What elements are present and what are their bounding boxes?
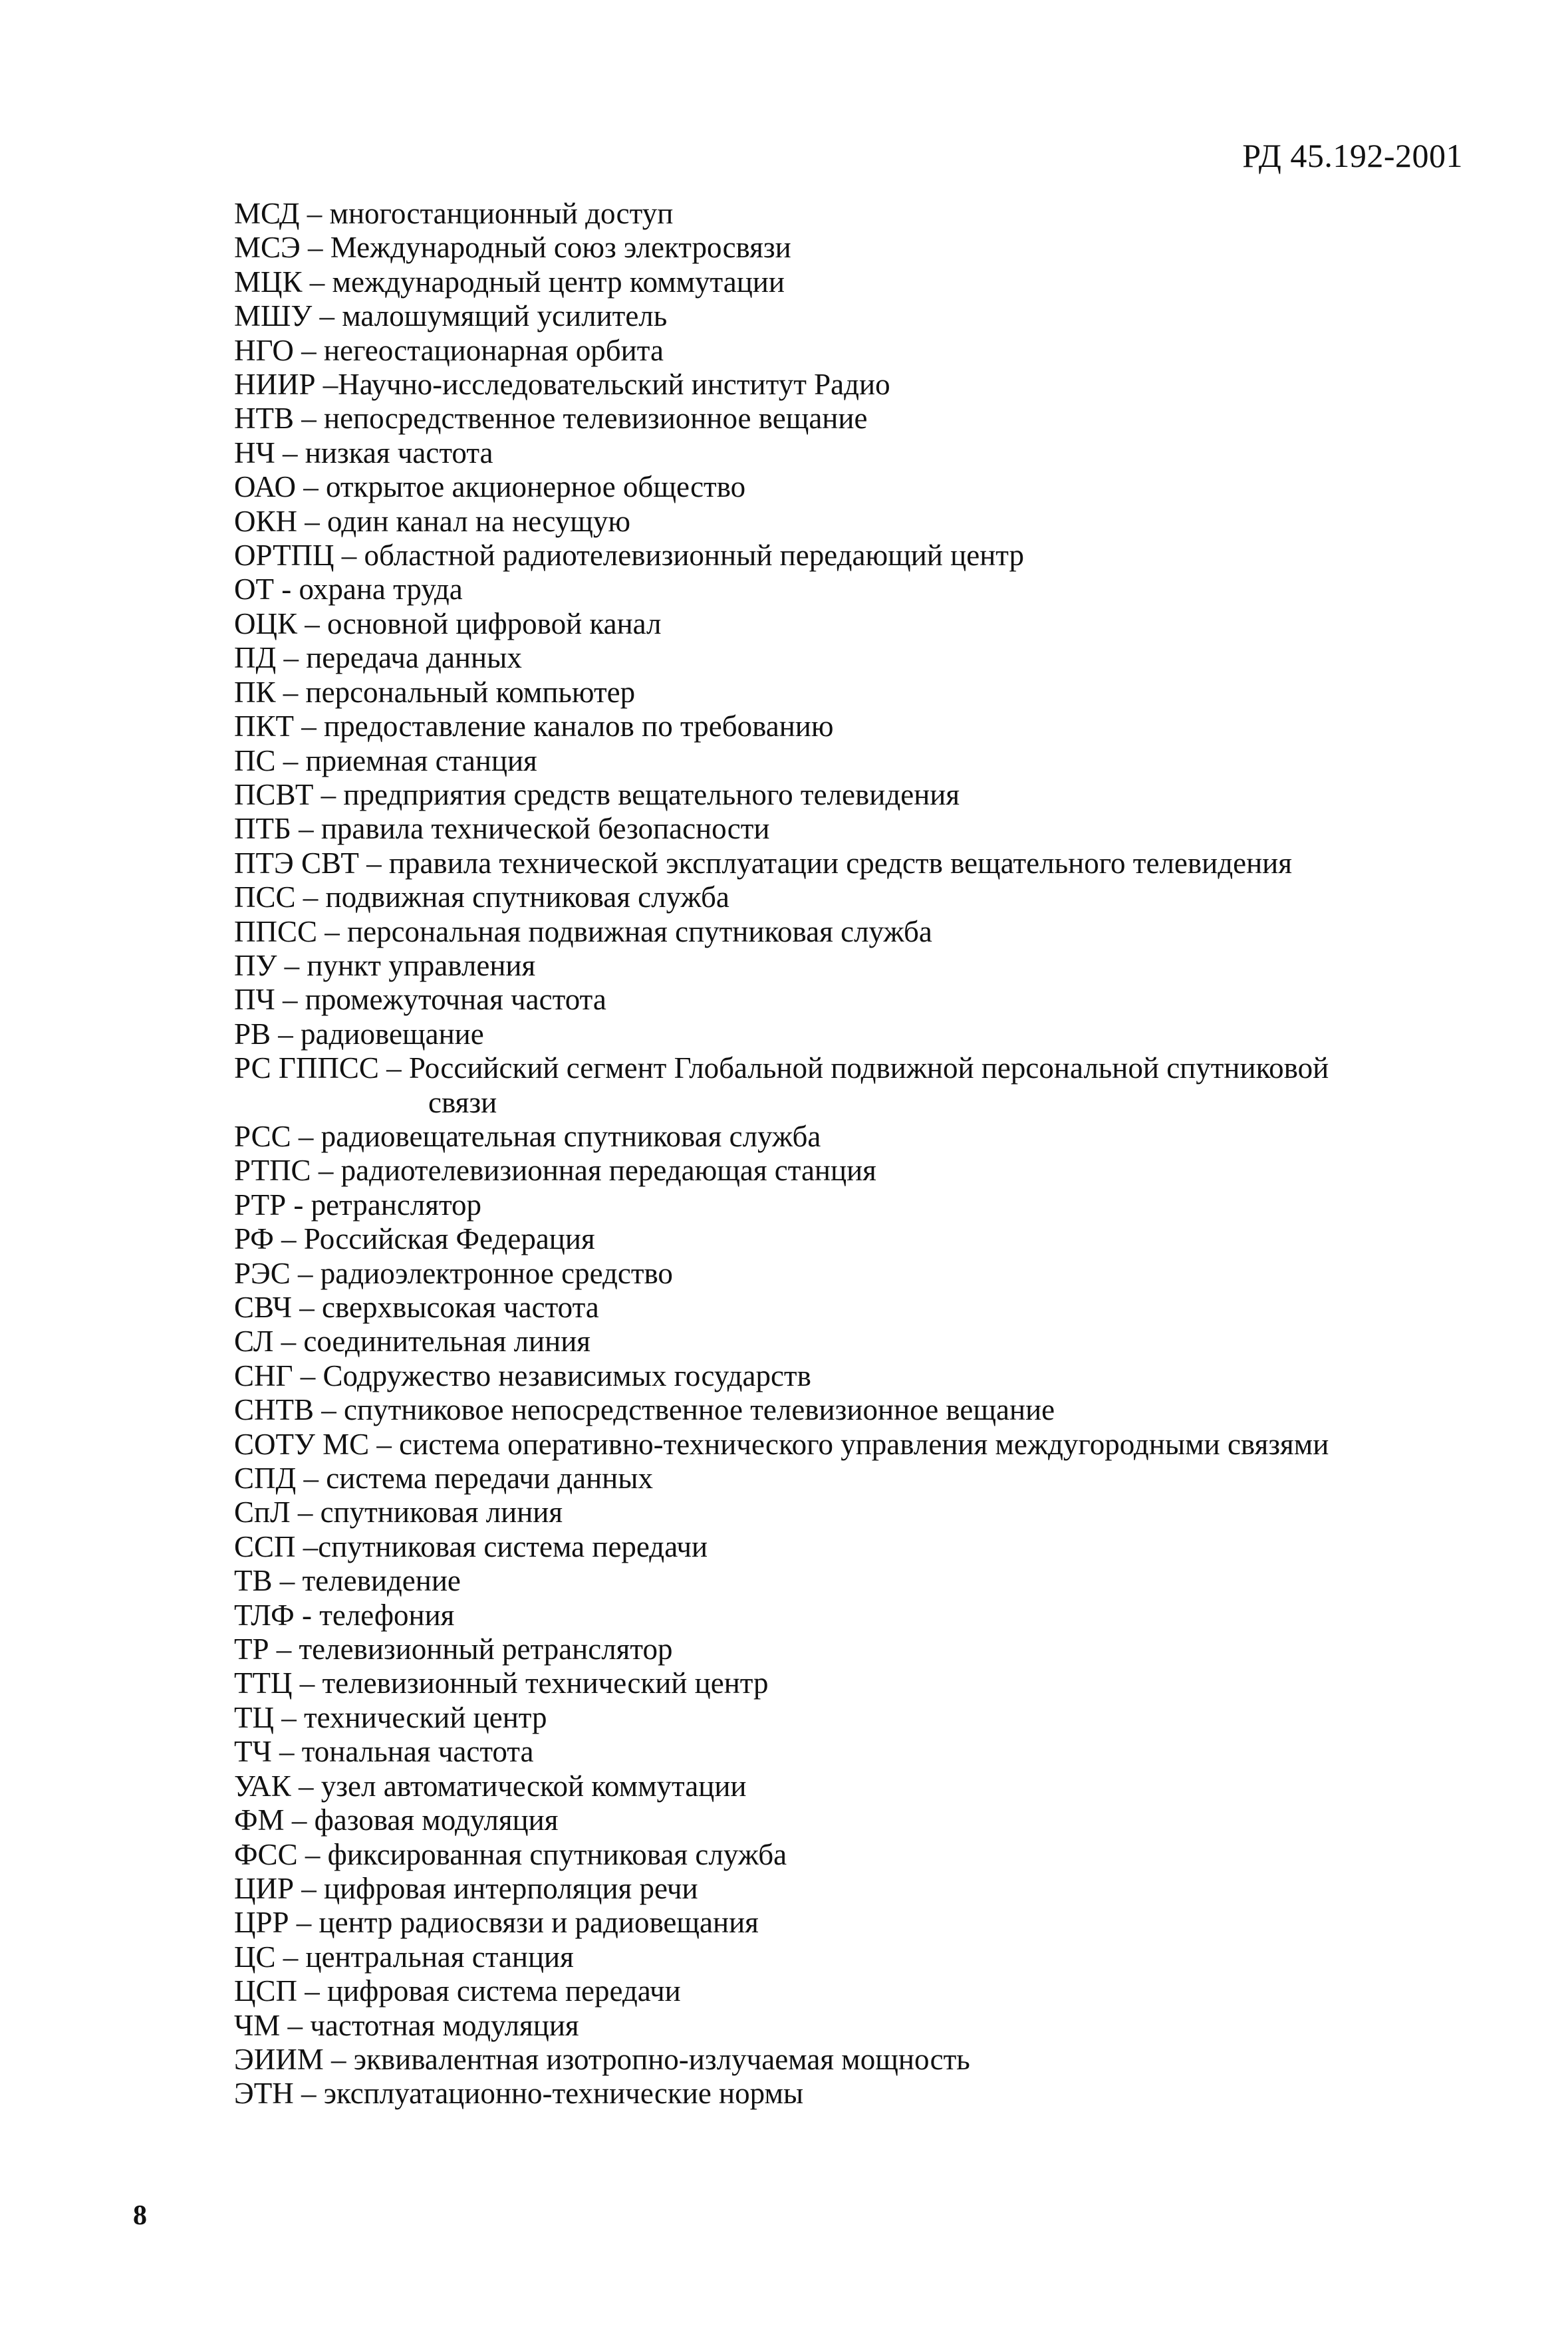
list-item: РВ – радиовещание [234,1017,484,1051]
list-item: РС ГППСС – Российский сегмент Глобальной подвижной персональной спутниковой [234,1051,1329,1085]
list-item: ТЛФ - телефония [234,1598,455,1632]
list-item: ПЧ – промежуточная частота [234,983,606,1017]
list-item: ПКТ – предоставление каналов по требованию [234,710,834,743]
list-item: ЦРР – центр радиосвязи и радиовещания [234,1906,759,1940]
list-item: ОЦК – основной цифровой канал [234,606,662,640]
list-item: ОАО – открытое акционерное общество [234,470,746,504]
list-item: ОРТПЦ – областной радиотелевизионный передающий центр [234,539,1024,573]
list-item: ЭИИМ – эквивалентная изотропно-излучаемая мощность [234,2042,970,2076]
list-item: НЧ – низкая частота [234,436,493,469]
list-item: ПУ – пункт управления [234,948,536,982]
list-item: ССП –спутниковая система передачи [234,1529,708,1563]
continuation-text: связи [428,1085,497,1119]
list-item: ПТЭ СВТ – правила технической эксплуатации средств вещательного телевидения [234,846,1292,880]
list-item: ОТ - охрана труда [234,573,463,606]
list-item: НИИР –Научно-исследовательский институт Радио [234,368,890,402]
list-item: ЭТН – эксплуатационно-технические нормы [234,2077,804,2111]
list-item: ЦС – центральная станция [234,1940,574,1974]
list-item: МСЭ – Международный союз электросвязи [234,231,791,265]
list-item: СНГ – Содружество независимых государств [234,1359,811,1392]
list-item: РТПС – радиотелевизионная передающая станция [234,1154,876,1188]
list-item: СПД – система передачи данных [234,1462,653,1495]
list-item: РФ – Российская Федерация [234,1222,595,1256]
list-item: ОКН – один канал на несущую [234,504,630,538]
list-item: СНТВ – спутниковое непосредственное телевизионное вещание [234,1393,1055,1427]
abbreviation-list [234,197,1498,2111]
list-item: СЛ – соединительная линия [234,1325,590,1359]
list-item: НГО – негеостационарная орбита [234,333,664,367]
list-item: ПК – персональный компьютер [234,675,636,709]
document-code: РД 45.192-2001 [1242,137,1463,174]
list-item: ТР – телевизионный ретранслятор [234,1632,673,1666]
list-item-continuation [234,1086,1498,1120]
list-item: ЧМ – частотная модуляция [234,2008,579,2042]
list-item: ТЧ – тональная частота [234,1735,534,1769]
list-item: ФМ – фазовая модуляция [234,1803,559,1837]
list-item: МЦК – международный центр коммутации [234,265,785,299]
list-item: РСС – радиовещательная спутниковая служба [234,1119,821,1153]
list-item: ПТБ – правила технической безопасности [234,812,770,846]
list-item: ПД – передача данных [234,641,522,675]
list-item: ПС – приемная станция [234,743,537,777]
list-item: СВЧ – сверхвысокая частота [234,1291,599,1324]
list-item: ТЦ – технический центр [234,1700,547,1734]
list-item: ПСВТ – предприятия средств вещательного телевидения [234,777,960,811]
list-item: ПСС – подвижная спутниковая служба [234,880,729,914]
list-item: ППСС – персональная подвижная спутниковая служба [234,914,932,948]
list-item: ЦИР – цифровая интерполяция речи [234,1871,698,1905]
list-item: ЦСП – цифровая система передачи [234,1974,681,2008]
list-item: ТВ – телевидение [234,1564,461,1598]
list-item: УАК – узел автоматической коммутации [234,1769,747,1803]
list-item: СОТУ МС – система оперативно-технического управления междугородными связями [234,1427,1329,1461]
page-number: 8 [133,2200,147,2231]
list-item: РЭС – радиоэлектронное средство [234,1256,673,1290]
list-item: НТВ – непосредственное телевизионное вещание [234,402,868,436]
list-item: ФСС – фиксированная спутниковая служба [234,1837,787,1871]
list-item: МШУ – малошумящий усилитель [234,299,668,333]
list-item: СпЛ – спутниковая линия [234,1495,563,1529]
list-item: ТТЦ – телевизионный технический центр [234,1666,769,1700]
list-item: МСД – многостанционный доступ [234,197,674,230]
list-item: РТР - ретранслятор [234,1188,482,1222]
